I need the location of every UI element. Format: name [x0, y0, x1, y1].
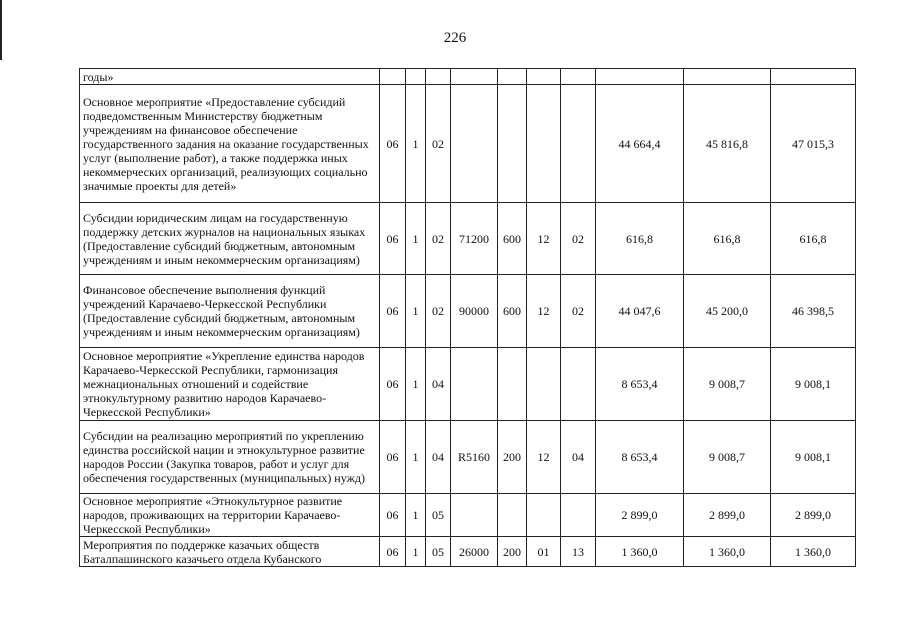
scan-edge-line	[0, 0, 2, 60]
expense-type-cell: 600	[498, 275, 527, 348]
measure-code-cell: 04	[426, 421, 451, 494]
measure-code-cell: 02	[426, 203, 451, 275]
direction-code-cell: 26000	[451, 537, 498, 567]
table-row	[80, 85, 856, 203]
subsection-cell	[561, 85, 596, 203]
amount-year3-cell: 46 398,5	[771, 275, 856, 348]
direction-code-cell: 71200	[451, 203, 498, 275]
section-code-cell: 06	[380, 85, 406, 203]
description-cell: Финансовое обеспечение выполнения функций учреждений Карачаево-Черкесской Республики (Предоставление субсидий бюджетным, автономным учреждениям и иным некоммерческим организациям)	[80, 275, 380, 348]
amount-year3-cell: 2 899,0	[771, 494, 856, 537]
direction-code-cell	[451, 348, 498, 421]
code-cell	[451, 69, 498, 85]
table-row	[80, 203, 856, 275]
budget-table-body	[80, 69, 856, 567]
amount-year2-cell: 2 899,0	[684, 494, 771, 537]
description-cell: Субсидии на реализацию мероприятий по укреплению единства российской нации и этнокультурное развитие народов России (Закупка товаров, работ и услуг для обеспечения государственных (муниципальных) нужд)	[80, 421, 380, 494]
code-cell	[406, 69, 426, 85]
subprogram-code-cell: 1	[406, 348, 426, 421]
measure-code-cell: 02	[426, 275, 451, 348]
expense-type-cell: 200	[498, 421, 527, 494]
amount-year3-cell: 616,8	[771, 203, 856, 275]
section-code-cell: 06	[380, 348, 406, 421]
section-cell: 12	[527, 275, 561, 348]
section-code-cell: 06	[380, 537, 406, 567]
table-row	[80, 348, 856, 421]
amount-year1-cell: 2 899,0	[596, 494, 684, 537]
subsection-cell: 13	[561, 537, 596, 567]
subsection-cell	[561, 348, 596, 421]
description-cell: годы»	[80, 69, 380, 85]
table-row	[80, 537, 856, 567]
subprogram-code-cell: 1	[406, 421, 426, 494]
table-row	[80, 69, 856, 85]
amount-year2-cell: 45 200,0	[684, 275, 771, 348]
amount-year1-cell: 44 664,4	[596, 85, 684, 203]
expense-type-cell	[498, 348, 527, 421]
budget-table	[79, 68, 856, 567]
code-cell	[498, 69, 527, 85]
direction-code-cell	[451, 494, 498, 537]
section-code-cell: 06	[380, 494, 406, 537]
subsection-cell: 02	[561, 203, 596, 275]
subsection-cell: 04	[561, 421, 596, 494]
code-cell	[380, 69, 406, 85]
page-number: 226	[443, 30, 467, 46]
code-cell	[527, 69, 561, 85]
description-cell: Мероприятия по поддержке казачьих обществ Баталпашинского казачьего отдела Кубанского	[80, 537, 380, 567]
code-cell	[426, 69, 451, 85]
measure-code-cell: 05	[426, 494, 451, 537]
amount-cell	[771, 69, 856, 85]
direction-code-cell: 90000	[451, 275, 498, 348]
section-code-cell: 06	[380, 203, 406, 275]
amount-year2-cell: 1 360,0	[684, 537, 771, 567]
amount-year3-cell: 1 360,0	[771, 537, 856, 567]
measure-code-cell: 05	[426, 537, 451, 567]
amount-year1-cell: 616,8	[596, 203, 684, 275]
description-cell: Основное мероприятие «Предоставление субсидий подведомственным Министерству бюджетным учреждениям на финансовое обеспечение государственного задания на оказание государственных услуг (выполнение работ), а также поддержка иных некоммерческих организаций, реализующих социально значимые проекты для детей»	[80, 85, 380, 203]
subprogram-code-cell: 1	[406, 494, 426, 537]
section-cell: 01	[527, 537, 561, 567]
amount-year1-cell: 8 653,4	[596, 348, 684, 421]
table-row	[80, 275, 856, 348]
amount-year2-cell: 9 008,7	[684, 348, 771, 421]
expense-type-cell	[498, 85, 527, 203]
section-cell	[527, 494, 561, 537]
section-code-cell: 06	[380, 275, 406, 348]
amount-cell	[596, 69, 684, 85]
expense-type-cell: 600	[498, 203, 527, 275]
expense-type-cell: 200	[498, 537, 527, 567]
direction-code-cell	[451, 85, 498, 203]
subprogram-code-cell: 1	[406, 85, 426, 203]
amount-year3-cell: 9 008,1	[771, 421, 856, 494]
amount-year2-cell: 45 816,8	[684, 85, 771, 203]
subsection-cell	[561, 494, 596, 537]
amount-year1-cell: 8 653,4	[596, 421, 684, 494]
section-cell	[527, 348, 561, 421]
expense-type-cell	[498, 494, 527, 537]
measure-code-cell: 04	[426, 348, 451, 421]
direction-code-cell: R5160	[451, 421, 498, 494]
subprogram-code-cell: 1	[406, 537, 426, 567]
table-row	[80, 494, 856, 537]
amount-cell	[684, 69, 771, 85]
section-code-cell: 06	[380, 421, 406, 494]
table-row	[80, 421, 856, 494]
amount-year3-cell: 9 008,1	[771, 348, 856, 421]
amount-year2-cell: 9 008,7	[684, 421, 771, 494]
description-cell: Основное мероприятие «Этнокультурное развитие народов, проживающих на территории Карачаево-Черкесской Республики»	[80, 494, 380, 537]
subprogram-code-cell: 1	[406, 203, 426, 275]
amount-year1-cell: 44 047,6	[596, 275, 684, 348]
subprogram-code-cell: 1	[406, 275, 426, 348]
section-cell: 12	[527, 203, 561, 275]
subsection-cell: 02	[561, 275, 596, 348]
description-cell: Основное мероприятие «Укрепление единства народов Карачаево-Черкесской Республики, гармонизация межнациональных отношений и содействие этнокультурному развитию народов Карачаево-Черкесской Республики»	[80, 348, 380, 421]
amount-year1-cell: 1 360,0	[596, 537, 684, 567]
description-cell: Субсидии юридическим лицам на государственную поддержку детских журналов на национальных языках (Предоставление субсидий бюджетным, автономным учреждениям и иным некоммерческим организациям)	[80, 203, 380, 275]
section-cell: 12	[527, 421, 561, 494]
code-cell	[561, 69, 596, 85]
measure-code-cell: 02	[426, 85, 451, 203]
amount-year3-cell: 47 015,3	[771, 85, 856, 203]
amount-year2-cell: 616,8	[684, 203, 771, 275]
section-cell	[527, 85, 561, 203]
